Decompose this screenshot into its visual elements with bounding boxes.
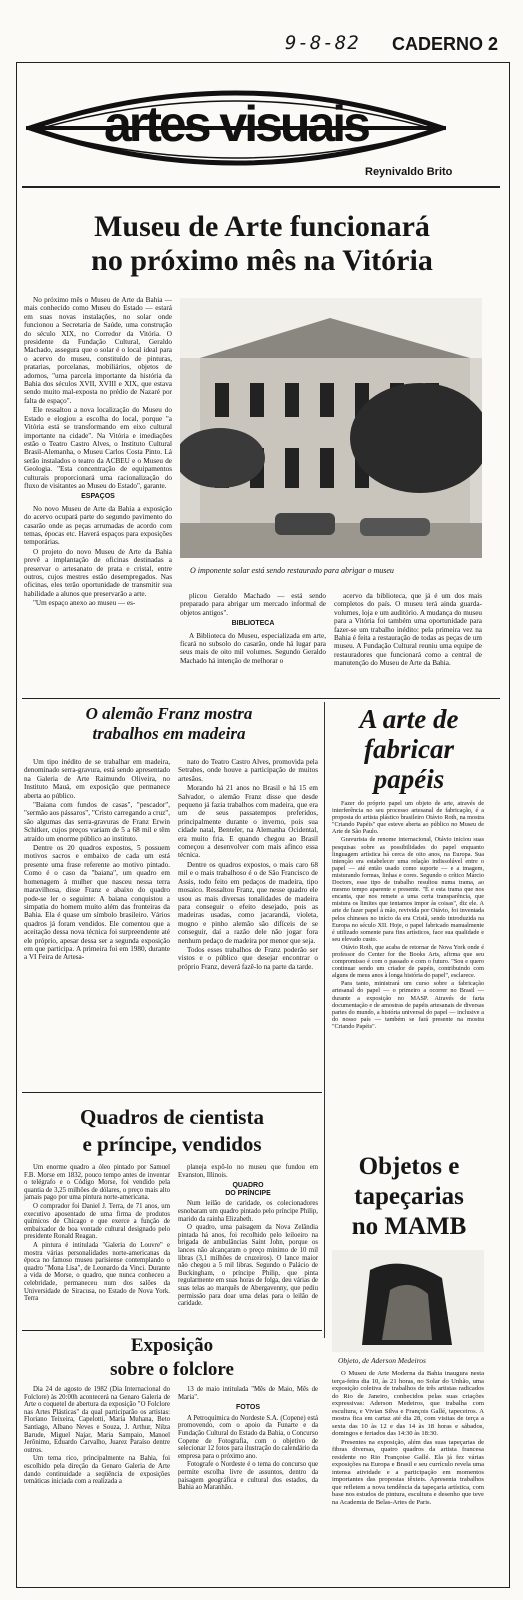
- quadros-column-1: Um enorme quadro a óleo pintado por Samuel F.B. Morse em 1832, pouco tempo antes de inventar o telégrafo e o Código Morse, foi vendido pela quantia de 3,25 milhões de dólares, o preço mais alto jamais pago por uma pintura norte-americana. O comprador foi Daniel J. Terra, de 71 anos, um executivo aposentado de uma firma de produtos químicos de Chicago e que exerce a função de embaixador de boa vontade cultural designado pelo presidente Ronald Reagan. A pintura é intitulada "Galeria do Louvre" e mostra várias personalidades norte-americanas da época no famoso museu parisiense contemplando o quadro "Mona Lisa", de Leonardo da Vinci. Durante a vida de Morse, o quadro, que nunca conheceu a celebridade, permaneceu num dos salões da Universidade de Siracusa, no Estado de Nova York. Terra: [24, 1164, 170, 1303]
- section-label: CADERNO 2: [392, 34, 499, 54]
- page-header: [0, 0, 523, 60]
- fotos-subtitle: FOTOS: [236, 1404, 260, 1412]
- objeto-photo: [332, 1250, 484, 1352]
- franz-column-1: Um tipo inédito de se trabalhar em madeira, denominado serra-gravura, está sendo apresentado na Galeria de Arte Raimundo Oliveira, no Instituto Mauá, em exposição que permanece aberta ao público. "Baiana com fundos de casas", "pescador", "sermão aos pássaros", "Cristo carregando a cruz", são algumas das serra-gravuras de Franz Erwin Schitker, cujos preços variam de 5 a 68 mil e têm atraído um enorme público ao instituto. Dentre os 20 quadros expostos, 5 possuem motivos sacros e embaixo de cada um está presente uma frase referente ao motivo pintado. Como é o caso da "baiana", um quadro em homenagem à mulher que nasceu nessa terra maravilhosa, disse Franz e abaixo do quadro pode-se ler o seguinte: A baiana conquistou a simpatia do homem muito além das fronteiras da Bahia. Ela é quase um símbolo brasileiro. Vários quadros já foram vendidos. Ele comentou que a aceitação dessa nova técnica foi surpreendente até ele próprio, apesar dessa ser a segunda exposição em que participa. A primeira foi em 1980, durante a VI Feira de Artesa-: [24, 758, 170, 962]
- header-rule: [22, 186, 500, 188]
- museu-column-2: plicou Geraldo Machado — está sendo preparado para abrigar um mercado informal de objetos antigos". BIBLIOTECA A Biblioteca do Museu, especializada em arte, ficará no subsolo do casarão, onde há lugar para seus mais de oito mil volumes. Segundo Geraldo Machado há intenção de melhorar o: [180, 592, 326, 665]
- author-byline: Reynivaldo Brito: [365, 166, 453, 178]
- handwritten-date: 9-8-82: [285, 32, 360, 54]
- sculpture-image: [332, 1250, 484, 1352]
- museu-column-3: acervo da biblioteca, que já é um dos mais completos do país. O museu terá ainda guarda-volumes, loja e um auditório. A mudança do museu para a Vitória foi também uma oportunidade para fazer-se um trabalho inédito: pela primeira vez na Bahia é feita a restauração de todas as peças de um museu. A Fundação Cultural reuniu uma equipe de restauradores que funcionará como a central de manutenção do Museu de Arte da Bahia.: [334, 592, 482, 668]
- papeis-column: Fazer do próprio papel um objeto de arte, através de interferência no seu processo artesanal de fabricação, é a proposta do artista plástico brasileiro Otávio Roth, na mostra "Criando Papéis" que esteve aberta ao público no Museu de Arte de São Paulo. Gravurista de renome internacional, Otávio iniciou suas pesquisas sobre as possibilidades do papel enquanto linguagem artística há cerca de oito anos, na Europa. Sua intenção era estabelecer uma relação indissolúvel entre o papel — até então usado como suporte — e a imagem, misturando formas, linhas e cores. Segundo o crítico Márcio Doctors, esse tipo de trabalho resultou numa trama, ao mesmo tempo aparente e presente. "É e esta trama que nos encanta, que nos remete a uma certa transparência, que mistura os limites que tentamos impor às coisas", diz ele. A arte de fazer papel à mão, revivida por Otávio, foi inventada pelos chineses no início da era Cristã, sendo introduzida na Europa no século XII. Hoje, o papel fabricado manualmente é utilizado somente para fins artísticos, face sua qualidade e seu elevado custo. Otávio Roth, que acaba de retornar de Nova York onde é professor do Center for the Books Arts, afirma que seu compromisso é com o passado e com o futuro. "Sou e quero continuar sendo um criador de papéis, contribuindo com alguns de meus anos à longa história do papel", esclarece. Para tanto, ministrará um curso sobre a fabricação artesanal do papel — o primeiro a ocorrer no Brasil — durante a exposição no MASP. Através de farta documentação e de amostras de papéis artesanais de diversas partes do mundo, a história universal do papel — inclusive a do nosso país — também se fará presente na mostra "Criando Papéis".: [332, 800, 484, 1030]
- franz-headline: O alemão Franz mostra trabalhos em madeira: [85, 704, 253, 743]
- section-rule-2: [22, 1092, 322, 1093]
- museu-photo-caption: O imponente solar está sendo restaurado para abrigar o museu: [190, 566, 394, 575]
- espacos-subtitle: ESPAÇOS: [81, 493, 115, 501]
- folclore-column-2: 13 de maio intitulada "Mês de Maio, Mês de Maria". FOTOS A Petroquímica do Nordeste S.A. (Copene) está promovendo, com o apoio da Funarte e da Fundação Cultural do Estado da Bahia, o Concurso Copene de Fotografia, com o objetivo de selecionar 12 fotos para ilustração do calendário da empresa para o próximo ano. Fotografe o Nordeste é o tema do concurso que permite escolha livre de assuntos, dentro da paisagem geográfica e cultural dos estados, da Bahia ao Maranhão.: [178, 1386, 318, 1492]
- section-rule-3: [22, 1330, 322, 1331]
- papeis-headline: A arte de fabricar papéis: [359, 704, 459, 794]
- objeto-photo-caption: Objeto, de Aderson Medeiros: [338, 1356, 426, 1365]
- quadros-headline: Quadros de cientista e príncipe, vendidos: [80, 1105, 264, 1156]
- section-rule: [22, 698, 500, 699]
- quadro-principe-subtitle: QUADRO DO PRÍNCIPE: [225, 1182, 271, 1197]
- folclore-headline: Exposição sobre o folclore: [110, 1335, 234, 1380]
- quadros-column-2: planeja expô-lo no museu que fundou em Evanston, Illinois. QUADRO DO PRÍNCIPE Num leilão de caridade, os colecionadores esnobaram um quadro pintado pelo príncipe Philip, marido da rainha Elizabeth. O quadro, uma paisagem da Nova Zelândia pintada há anos, foi recolhido pelo leiloeiro na brigada de ambulâncias Saint John, porque os lances não alcançaram o preço mínimo de 10 mil libras (3,1 milhões de cruzeiros). O lance maior não chegou a 5 mil libras. Segundo o Palácio de Buckingham, o príncipe Philip, que pinta regularmente em suas horas de folga, deu várias de suas telas ao marquês de Abergavenny, que pediu permissão para doar uma delas para o leilão de caridade.: [178, 1164, 318, 1308]
- solar-building-image: [180, 298, 482, 558]
- objetos-headline: Objetos e tapeçarias no MAMB: [351, 1153, 467, 1240]
- folclore-column-1: Dia 24 de agosto de 1982 (Dia Internacional do Folclore) às 20:00h acontecerá na Genaro Galeria de Arte o coquetel de abertura da exposição "O Folclore nas Artes Plásticas" da qual participarão os artistas: Floriano Teixeira, Capelotti, Maria Muhana, Beto Santiago, Albano Neves e Souza, J. Arthur, Nilza Barude, Miguel Najar, Maria Sampaio, Manoel Jerônimo, Eduardo Carvalho, Juarez Paraíso dentre outros. Um tema rico, principalmente na Bahia, foi escolhido pela direção da Genaro Galeria de Arte dando continuidade a seqüência de exposições temáticas iniciada com a realizada a: [24, 1386, 170, 1486]
- column-divider: [324, 702, 325, 1338]
- museu-photo: [180, 298, 482, 558]
- museu-column-1: No próximo mês o Museu de Arte da Bahia — mais conhecido como Museu do Estado — estará em suas novas instalações, no solar onde funcionou a Secretaria de Saúde, uma construção do século XIX, no Corredor da Vitória. O presidente da Fundação Cultural, Geraldo Machado, assegura que o solar é o local ideal para o acervo do museu, constituído de pinturas, pratarias, porcelanas, mobiliários, objetos de adornos, "uma parcela importante da história da Bahia dos séculos XVII, XVIII e XIX, que estava sendo muito mal-exposta no prédio de Nazaré por falta de espaço". Ele ressaltou a nova localização do Museu do Estado e elogiou a escolha do local, porque "a Vitória está se transformando em eixo cultural importante na cidade". Na Vitória e imediações estão o Teatro Castro Alves, o Instituto Cultural Brasil-Alemanha, o Museu Carlos Costa Pinto. Lá serão instalados o teatro da ACBEU e o Museu de Geologia. "Esta concentração de equipamentos culturais proporcionará uma racionalização do fluxo de visitantes ao Museu do Estado", garante. ESPAÇOS No novo Museu de Arte da Bahia a exposição do acervo ocupará parte do segundo pavimento do casarão onde as peças arrumadas de acordo com temas, épocas etc. Haverá espaços para exposições temporárias. O projeto do novo Museu de Arte da Bahia prevê a implantação de oficinas destinadas a preservar o artesanato de prata e cristal, entre outros, cujos mestres estão desempregados. Nas oficinas, eles terão oportunidade de transmitir sua habilidade a alunos que preservarão a arte. "Um espaço anexo ao museu — es-: [24, 296, 172, 608]
- franz-column-2: nato do Teatro Castro Alves, promovida pela Setrabes, onde houve a participação de muitos artesãos. Morando há 21 anos no Brasil e há 15 em Salvador, o alemão Franz disse que desde pequeno já fazia trabalhos com madeira, que era um de seus passatempos preferidos, principalmente durante o inverno, pois sua cidade natal, Benteler, na Alemanha Ocidental, era muito fria. E quando chegou ao Brasil começou a desenvolver com mais afinco essa técnica. Dentre os quadros expostos, o mais caro 68 mil e o mais trabalhoso é o de São Francisco de Assis, todo feito em pedaços de madeira, tipo mosaico. Ressaltou Franz, que nesse quadro ele usou as mais diversas tonalidades de madeira para conseguir o efeito desejado, pois as madeiras usadas, como jacarandá, violeta, mogno e pinho alemão são difíceis de se conseguir, daí a razão dele não jogar fora nenhum pedaço de madeira por menor que seja. Todos esses trabalhos de Franz poderão ser vistos e o público que desejar encontrar o próprio Franz, deverá fazê-lo na parte da tarde.: [178, 758, 318, 971]
- artes-visuais-logo: [26, 80, 446, 180]
- museu-headline: Museu de Arte funcionará no próximo mês na Vitória: [91, 210, 433, 277]
- svg-text:artes visuais: artes visuais: [104, 96, 368, 152]
- biblioteca-subtitle: BIBLIOTECA: [231, 620, 275, 628]
- objetos-column: O Museu de Arte Moderna da Bahia inaugura nesta terça-feira dia 10, às 21 horas, no Solar do Unhão, uma exposição coletiva de trabalhos de três artistas radicados do Rio de Janeiro, conhecidos pelas suas criações expressivas: Aderson Medeiros, que trabalha com escultura, e Vivian Silva e François Gallé, tapeceiros. A mostra fica em cartaz até dia 28, com visitas de terça a sexta das 10 às 12 e das 14 às 18 horas e sábados, domingos e feriados das 14:30 às 18:30. Presentes na exposição, além das suas tapeçarias de fibras diversas, quatro quadros da artista francesa residente no Rio Françoise Gallé. Ela já fez várias exposições na Europa e Brasil e seu currículo revela uma intensa atividade e a participação em momentos importantes das propostas têxteis. Apresenta trabalhos que refletem a nova tendência da tapeçaria artística, com base nos estudos de pintura, escultura e desenho que teve na Academia de Belas-Artes de Paris.: [332, 1370, 484, 1506]
